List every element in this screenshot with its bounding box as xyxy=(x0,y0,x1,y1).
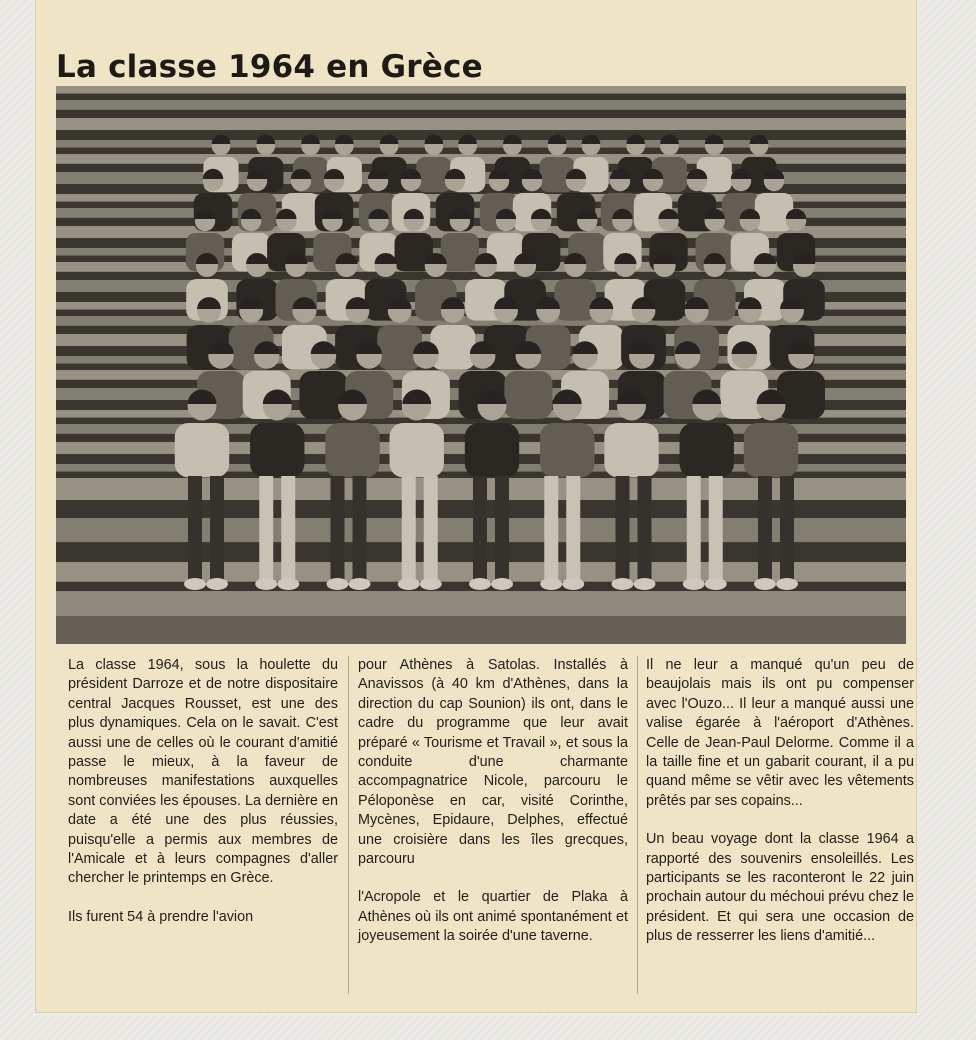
article-column-1 xyxy=(68,656,338,927)
group-photo-image xyxy=(56,86,906,644)
paragraph: pour Athènes à Satolas. Installés à Anavissos (à 40 km d'Athènes, dans la direction du cap Sounion) ils ont, dans le cadre du programme que leur avait préparé « Tourisme et Travail », et sous la conduite d'une charmante accompagnatrice Nicole, parcouru le Péloponèse en car, visité Corinthe, Mycènes, Epidaure, Delphes, effectué une croisière dans les îles grecques, parcouru xyxy=(358,657,628,868)
column-divider xyxy=(637,656,638,994)
column-divider xyxy=(348,656,349,994)
paragraph: La classe 1964, sous la houlette du président Darroze et de notre dispositaire central Jacques Rousset, est une des plus dynamiques. Cela on le savait. C'est aussi une de celles où le courant d'amitié passe le mieux, à la faveur de nombreuses manifestations auxquelles sont conviées les épouses. La dernière en date a été une des plus réussies, puisqu'elle a permis aux membres de l'Amicale et à leurs compagnes d'aller chercher le printemps en Grèce. xyxy=(68,657,338,887)
paragraph: Un beau voyage dont la classe 1964 a rapporté des souvenirs ensoleillés. Les participants se les raconteront le 22 juin prochain autour du méchoui prévu chez le président. Et qui sera une occasion de plus de resserrer les liens d'amitié... xyxy=(646,831,914,945)
paragraph: Il ne leur a manqué qu'un peu de beaujolais mais ils ont pu compenser avec l'Ouzo... Il leur a manqué aussi une valise égarée à l'aéroport d'Athènes. Celle de Jean-Paul Delorme. Comme il a la taille fine et un gabarit courant, il a pu quand même se vêtir avec les vêtements prêtés par ses copains... xyxy=(646,657,914,809)
article-column-3 xyxy=(646,656,914,947)
paragraph: l'Acropole et le quartier de Plaka à Athènes où ils ont animé spontanément et joyeusement la soirée d'une taverne. xyxy=(358,889,628,945)
article-column-2 xyxy=(358,656,628,947)
group-photo xyxy=(56,86,906,644)
paragraph: Ils furent 54 à prendre l'avion xyxy=(68,908,254,925)
headline: La classe 1964 en Grèce xyxy=(56,48,483,85)
